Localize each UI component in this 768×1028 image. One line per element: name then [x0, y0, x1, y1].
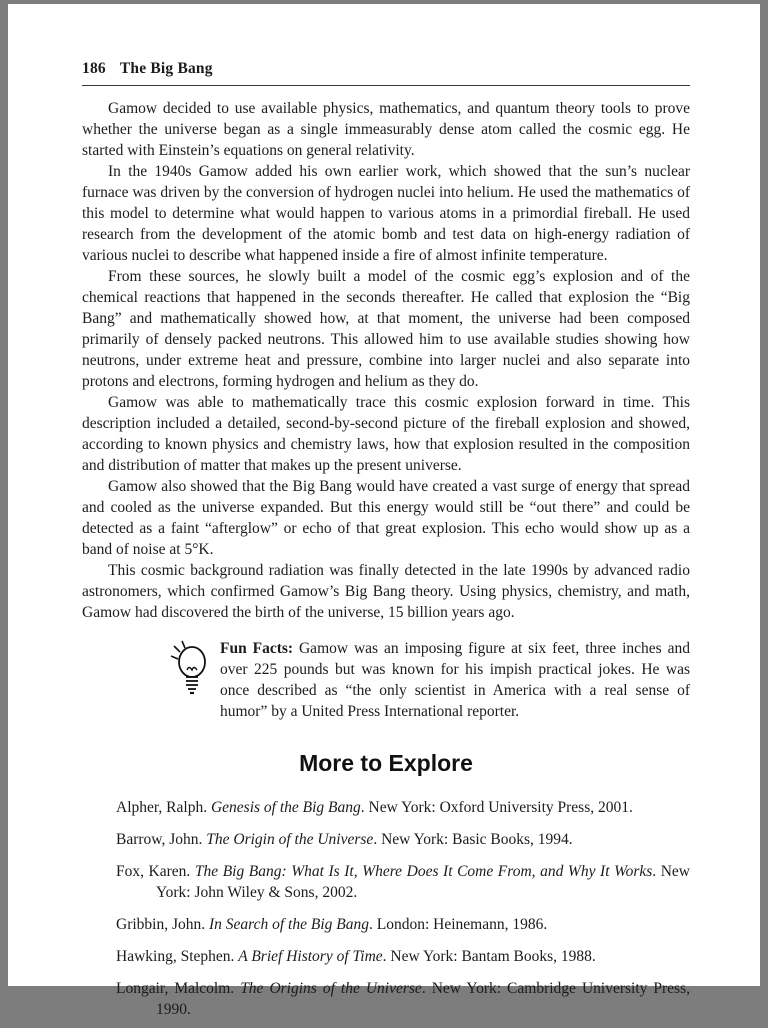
entry-rest: . New York: John Wiley & Sons, 2002.	[156, 863, 690, 901]
entry-author: Fox, Karen.	[116, 863, 195, 880]
entry-title: The Origin of the Universe	[206, 831, 374, 848]
header-rule	[82, 85, 690, 86]
fun-facts-label: Fun Facts:	[220, 640, 294, 657]
entry-rest: . London: Heinemann, 1986.	[369, 916, 548, 933]
page-number: 186	[82, 60, 106, 77]
paragraph: This cosmic background radiation was finally detected in the late 1990s by advanced radio astronomers, which confirmed Gamow’s Big Bang theory. Using physics, chemistry, and math, Gamow had discovered the birth of the universe, 15 billion years ago.	[82, 562, 690, 621]
bibliography-entry	[116, 797, 690, 818]
entry-rest: . New York: Bantam Books, 1988.	[382, 948, 596, 965]
fun-facts-section	[170, 638, 690, 722]
lightbulb-icon	[170, 640, 208, 707]
paragraph: In the 1940s Gamow added his own earlier work, which showed that the sun’s nuclear furnace was driven by the conversion of hydrogen nuclei into helium. He used the mathematics of this model to determine what would happen to various atoms in a primordial fireball. He used research from the development of the atomic bomb and test data on high-energy radiation of various nuclei to describe what happened inside a fire of almost infinite temperature.	[82, 163, 690, 264]
page-header	[82, 60, 690, 78]
entry-rest: . New York: Oxford University Press, 2001.	[360, 799, 633, 816]
entry-title: The Big Bang: What Is It, Where Does It Come From, and Why It Works	[194, 863, 653, 880]
entry-author: Longair, Malcolm.	[116, 980, 241, 997]
chapter-title: The Big Bang	[119, 60, 213, 77]
entry-rest: . New York: Cambridge University Press, 1990.	[156, 980, 690, 1018]
more-to-explore-heading: More to Explore	[299, 750, 473, 776]
entry-author: Alpher, Ralph.	[116, 799, 211, 816]
paragraph: Gamow was able to mathematically trace this cosmic explosion forward in time. This description included a detailed, second-by-second picture of the fireball explosion and showed, according to known physics and chemistry laws, how that explosion resulted in the composition and distribution of matter that makes up the present universe.	[82, 394, 690, 474]
fun-facts-text-block	[220, 638, 690, 722]
entry-author: Barrow, John.	[116, 831, 207, 848]
bibliography-entry	[116, 861, 690, 903]
paragraph: From these sources, he slowly built a model of the cosmic egg’s explosion and of the chemical reactions that happened in the seconds thereafter. He called that explosion the “Big Bang” and mathematically showed how, at that moment, the universe had been composed primarily of densely packed neutrons. This allowed him to use available studies showing how neutrons, under extreme heat and pressure, combine into larger nuclei and also separate into protons and electrons, forming hydrogen and helium as they do.	[82, 268, 690, 390]
bibliography	[116, 797, 690, 1020]
paragraph: Gamow also showed that the Big Bang would have created a vast surge of energy that spread and cooled as the universe expanded. But this energy would still be “out there” and could be detected as a faint “afterglow” or echo of that great explosion. This echo would show up as a band of noise at 5°K.	[82, 478, 690, 558]
paragraph: Gamow decided to use available physics, mathematics, and quantum theory tools to prove whether the universe began as a single immeasurably dense atom called the cosmic egg. He started with Einstein’s equations on general relativity.	[82, 100, 690, 159]
entry-title: The Origins of the Universe	[240, 980, 422, 997]
entry-rest: . New York: Basic Books, 1994.	[373, 831, 573, 848]
bibliography-entry	[116, 946, 690, 967]
fun-facts-text: Gamow was an imposing figure at six feet, three inches and over 225 pounds but was known for his impish practical jokes. He was once described as “the only scientist in America with a real sense of humor” by a United Press International reporter.	[220, 640, 690, 720]
entry-title: A Brief History of Time	[238, 948, 383, 965]
entry-title: Genesis of the Big Bang	[210, 799, 361, 816]
bibliography-entry	[116, 914, 690, 935]
entry-author: Hawking, Stephen.	[116, 948, 239, 965]
bibliography-entry	[116, 978, 690, 1020]
bibliography-entry	[116, 829, 690, 850]
book-page	[8, 4, 760, 1018]
body-text	[82, 98, 690, 623]
entry-author: Gribbin, John.	[116, 916, 209, 933]
entry-title: In Search of the Big Bang	[209, 916, 369, 933]
